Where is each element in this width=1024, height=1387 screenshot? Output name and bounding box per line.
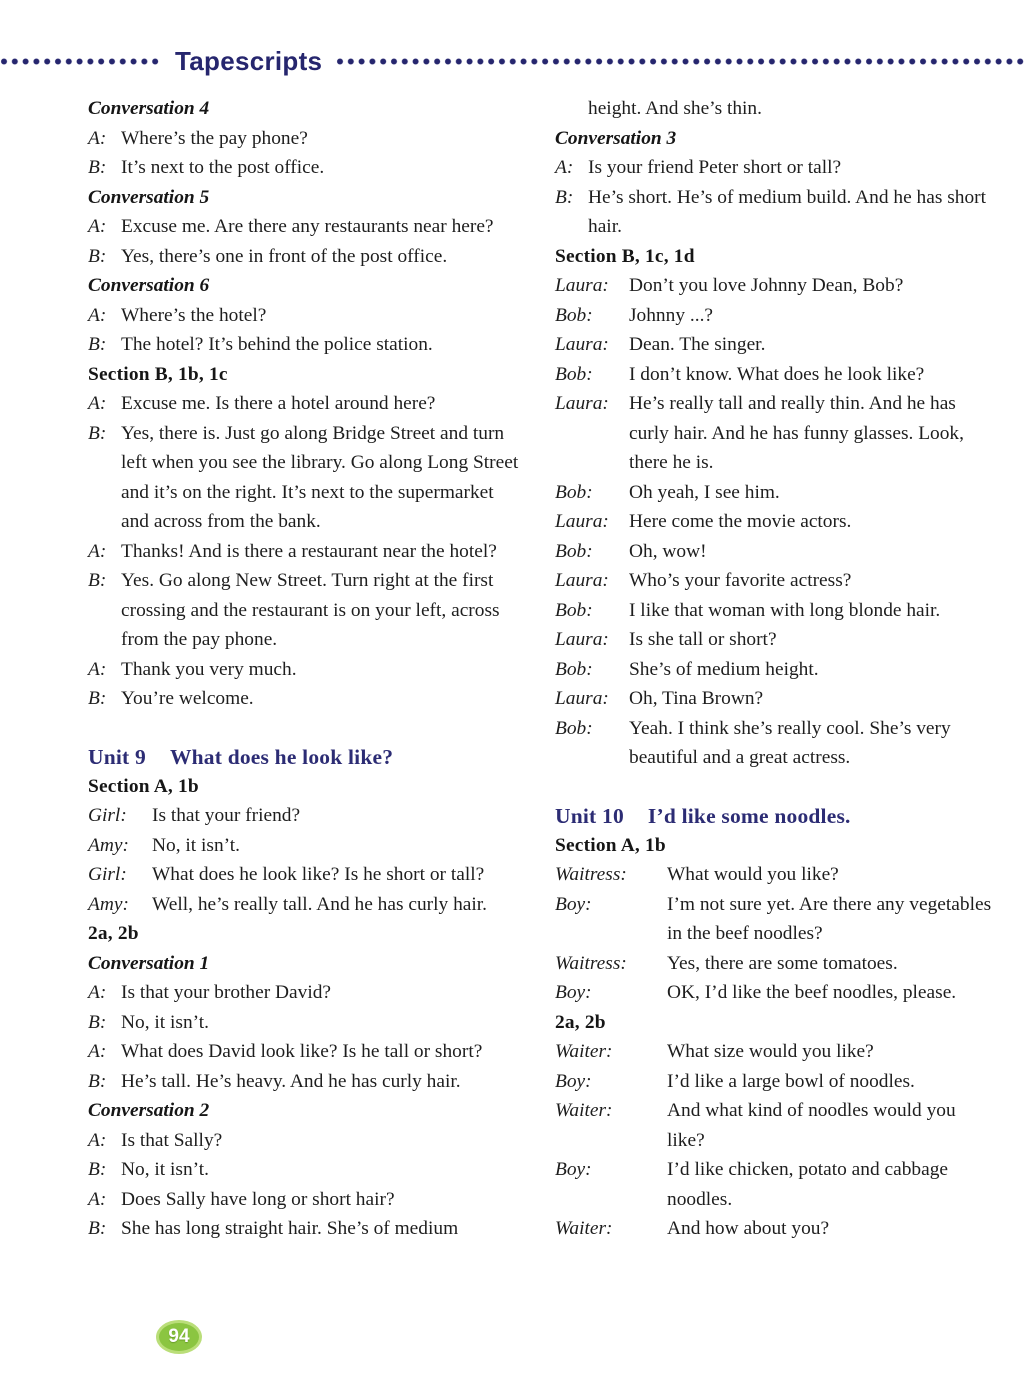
dialog-text: Who’s your favorite actress? — [629, 570, 852, 591]
dialog-line — [88, 153, 521, 183]
dialog-text: You’re welcome. — [121, 688, 254, 709]
dialog-text: Yes, there are some tomatoes. — [667, 952, 898, 974]
speaker-label: A: — [555, 157, 574, 178]
dialog-line — [555, 153, 996, 183]
dialog-line — [555, 978, 996, 1008]
speaker-label: Laura: — [555, 393, 609, 414]
dialog-line — [88, 566, 521, 655]
speaker-label: A: — [88, 1188, 107, 1210]
speaker-label: Bob: — [555, 481, 593, 503]
dialog-text: I’d like chicken, potato and cabbage noodles. — [667, 1159, 949, 1210]
speaker-label: A: — [88, 304, 107, 326]
column-right — [555, 94, 996, 1244]
speaker-label: A: — [88, 1129, 107, 1151]
dialog-text: Yes, there is. Just go along Bridge Street and turn left when you see the library. Go along Long Street and it’s on the right. It’s next to the supermarket and across from the bank. — [121, 422, 519, 532]
dialog-line — [555, 1214, 996, 1244]
conversation-heading: Conversation 6 — [88, 275, 210, 296]
dialog-line — [555, 714, 996, 773]
dialog-text: The hotel? It’s behind the police station. — [121, 334, 433, 355]
speaker-label: B: — [88, 334, 107, 355]
section-heading: 2a, 2b — [88, 923, 139, 944]
speaker-label: A: — [88, 393, 107, 414]
dialog-line — [555, 1037, 996, 1067]
dialog-line — [555, 1155, 996, 1214]
dialog-text: Yeah. I think she’s really cool. She’s very beautiful and a great actress. — [629, 717, 951, 768]
dialog-text: It’s next to the post office. — [121, 157, 325, 178]
dialog-text: Is that your friend? — [152, 805, 301, 826]
section-heading: Section A, 1b — [555, 834, 666, 856]
speaker-label: Laura: — [555, 629, 609, 650]
section-heading: 2a, 2b — [555, 1011, 606, 1033]
dialog-text: Oh, Tina Brown? — [629, 688, 764, 709]
speaker-label: A: — [88, 658, 107, 680]
page-number: 94 — [168, 1326, 190, 1347]
conversation-heading: Conversation 4 — [88, 98, 210, 119]
dialog-line — [555, 860, 996, 890]
dialog-line — [555, 478, 996, 508]
speaker-label: B: — [88, 422, 107, 444]
dialog-line — [555, 360, 996, 390]
speaker-label: Bob: — [555, 717, 593, 739]
dialog-text: Is she tall or short? — [629, 629, 777, 650]
dialog-line — [555, 890, 996, 949]
speaker-label: Boy: — [555, 982, 592, 1003]
dialog-text: And what kind of noodles would you like? — [667, 1100, 956, 1151]
dialog-text: Where’s the hotel? — [121, 304, 267, 326]
speaker-label: Boy: — [555, 1070, 592, 1092]
speaker-label: Bob: — [555, 658, 593, 680]
dialog-text: What does David look like? Is he tall or short? — [121, 1041, 483, 1062]
dialog-text: I’m not sure yet. Are there any vegetables in the beef noodles? — [667, 893, 992, 944]
dialog-line — [555, 596, 996, 626]
dialog-text: No, it isn’t. — [121, 1159, 209, 1180]
dialog-text: He’s tall. He’s heavy. And he has curly hair. — [121, 1070, 461, 1092]
dialog-line — [555, 507, 996, 537]
speaker-label: B: — [88, 570, 107, 591]
dialog-line — [88, 890, 521, 920]
unit-heading — [88, 742, 521, 772]
speaker-label: Girl: — [88, 805, 127, 826]
dialog-line — [88, 655, 521, 685]
dialog-line — [555, 389, 996, 478]
dialog-text: Johnny ...? — [629, 304, 714, 326]
speaker-label: A: — [88, 982, 107, 1003]
dialog-text: What does he look like? Is he short or tall? — [152, 864, 485, 885]
dialog-text: No, it isn’t. — [152, 834, 240, 856]
dialog-text: Dean. The singer. — [629, 334, 766, 355]
speaker-label: B: — [88, 1011, 107, 1033]
dialog-line — [88, 1155, 521, 1185]
dialog-text: She’s of medium height. — [629, 658, 819, 680]
dialog-text: Oh, wow! — [629, 540, 707, 562]
unit-heading — [555, 801, 996, 831]
dialog-line — [555, 271, 996, 301]
continuation-line: height. And she’s thin. — [588, 98, 762, 119]
dialog-line — [555, 625, 996, 655]
dialog-text: I don’t know. What does he look like? — [629, 363, 925, 385]
page-number-badge — [156, 1320, 202, 1354]
dialog-line — [555, 1096, 996, 1155]
speaker-label: A: — [88, 540, 107, 562]
speaker-label: Amy: — [88, 893, 129, 915]
dialog-text: She has long straight hair. She’s of medium — [121, 1218, 459, 1239]
dialog-line — [555, 537, 996, 567]
speaker-label: B: — [88, 157, 107, 178]
speaker-label: Waitress: — [555, 864, 627, 885]
dialog-line — [555, 684, 996, 714]
dialog-text: Excuse me. Is there a hotel around here? — [121, 393, 436, 414]
speaker-label: Waiter: — [555, 1218, 613, 1239]
unit-number: Unit 10 — [555, 803, 624, 828]
conversation-heading: Conversation 5 — [88, 186, 210, 208]
dialog-line — [88, 212, 521, 242]
dialog-text: I like that woman with long blonde hair. — [629, 599, 941, 621]
dialog-line — [88, 1185, 521, 1215]
dialog-text: Yes, there’s one in front of the post office. — [121, 245, 448, 267]
speaker-label: Bob: — [555, 599, 593, 621]
speaker-label: B: — [88, 1218, 107, 1239]
column-left — [88, 94, 521, 1244]
dialog-text: Is that your brother David? — [121, 982, 332, 1003]
dialog-text: Don’t you love Johnny Dean, Bob? — [629, 275, 904, 296]
speaker-label: B: — [88, 245, 107, 267]
dialog-line — [555, 949, 996, 979]
dialog-text: No, it isn’t. — [121, 1011, 209, 1033]
dialog-text: He’s short. He’s of medium build. And he has short hair. — [588, 186, 987, 237]
dialog-line — [555, 566, 996, 596]
section-heading: Section B, 1b, 1c — [88, 363, 228, 385]
section-heading: Section A, 1b — [88, 775, 199, 797]
dotted-rule-right-icon — [336, 57, 1024, 66]
dialog-text: And how about you? — [667, 1218, 830, 1239]
speaker-label: Waitress: — [555, 952, 627, 974]
dialog-line — [88, 1037, 521, 1067]
speaker-label: Boy: — [555, 893, 592, 915]
dialog-text: Excuse me. Are there any restaurants near here? — [121, 216, 494, 237]
dialog-text: OK, I’d like the beef noodles, please. — [667, 982, 957, 1003]
unit-number: Unit 9 — [88, 744, 146, 769]
speaker-label: A: — [88, 1041, 107, 1062]
speaker-label: Girl: — [88, 864, 127, 885]
dialog-text: Thank you very much. — [121, 658, 297, 680]
dialog-text: Thanks! And is there a restaurant near the hotel? — [121, 540, 497, 562]
dialog-line — [88, 1126, 521, 1156]
dialog-line — [88, 831, 521, 861]
dialog-text: Here come the movie actors. — [629, 511, 852, 532]
speaker-label: Laura: — [555, 275, 609, 296]
speaker-label: Laura: — [555, 570, 609, 591]
speaker-label: Bob: — [555, 363, 593, 385]
dialog-line — [88, 1067, 521, 1097]
dialog-line — [88, 419, 521, 537]
dialog-text: Is your friend Peter short or tall? — [588, 157, 842, 178]
dialog-line — [88, 124, 521, 154]
conversation-heading: Conversation 2 — [88, 1100, 210, 1121]
dialog-line — [555, 183, 996, 242]
dialog-text: Oh yeah, I see him. — [629, 481, 780, 503]
dotted-rule-left-icon — [0, 57, 160, 66]
speaker-label: B: — [88, 1159, 107, 1180]
dialog-text: Well, he’s really tall. And he has curly hair. — [152, 893, 487, 915]
dialog-line — [88, 301, 521, 331]
dialog-line — [88, 330, 521, 360]
dialog-line — [555, 330, 996, 360]
dialog-line — [88, 389, 521, 419]
unit-title: What does he look like? — [169, 744, 394, 769]
speaker-label: Laura: — [555, 511, 609, 532]
speaker-label: Bob: — [555, 304, 593, 326]
speaker-label: A: — [88, 127, 107, 149]
dialog-line — [555, 1067, 996, 1097]
dialog-line — [88, 801, 521, 831]
conversation-heading: Conversation 3 — [555, 127, 677, 149]
page-header — [0, 46, 1024, 76]
speaker-label: Laura: — [555, 688, 609, 709]
speaker-label: B: — [555, 186, 574, 208]
dialog-text: Does Sally have long or short hair? — [121, 1188, 395, 1210]
speaker-label: Waiter: — [555, 1100, 613, 1121]
dialog-text: What would you like? — [667, 864, 839, 885]
speaker-label: Bob: — [555, 540, 593, 562]
unit-title: I’d like some noodles. — [647, 803, 851, 828]
dialog-line — [88, 1214, 521, 1244]
dialog-text: I’d like a large bowl of noodles. — [667, 1070, 915, 1092]
speaker-label: A: — [88, 216, 107, 237]
dialog-text: Is that Sally? — [121, 1129, 223, 1151]
speaker-label: Boy: — [555, 1159, 592, 1180]
dialog-line — [555, 301, 996, 331]
dialog-line — [88, 1008, 521, 1038]
speaker-label: B: — [88, 1070, 107, 1092]
dialog-text: He’s really tall and really thin. And he has curly hair. And he has funny glasses. Look, there he is. — [629, 393, 964, 473]
section-heading: Section B, 1c, 1d — [555, 245, 695, 267]
speaker-label: Amy: — [88, 834, 129, 856]
dialog-text: Where’s the pay phone? — [121, 127, 308, 149]
conversation-heading: Conversation 1 — [88, 952, 210, 974]
dialog-text: What size would you like? — [667, 1041, 874, 1062]
speaker-label: B: — [88, 688, 107, 709]
dialog-line — [88, 537, 521, 567]
dialog-line — [88, 860, 521, 890]
dialog-line — [555, 655, 996, 685]
dialog-line — [88, 684, 521, 714]
speaker-label: Waiter: — [555, 1041, 613, 1062]
speaker-label: Laura: — [555, 334, 609, 355]
page-title: Tapescripts — [175, 46, 323, 76]
dialog-line — [88, 978, 521, 1008]
dialog-text: Yes. Go along New Street. Turn right at the first crossing and the restaurant is on your left, across from the pay phone. — [121, 570, 500, 650]
dialog-line — [88, 242, 521, 272]
